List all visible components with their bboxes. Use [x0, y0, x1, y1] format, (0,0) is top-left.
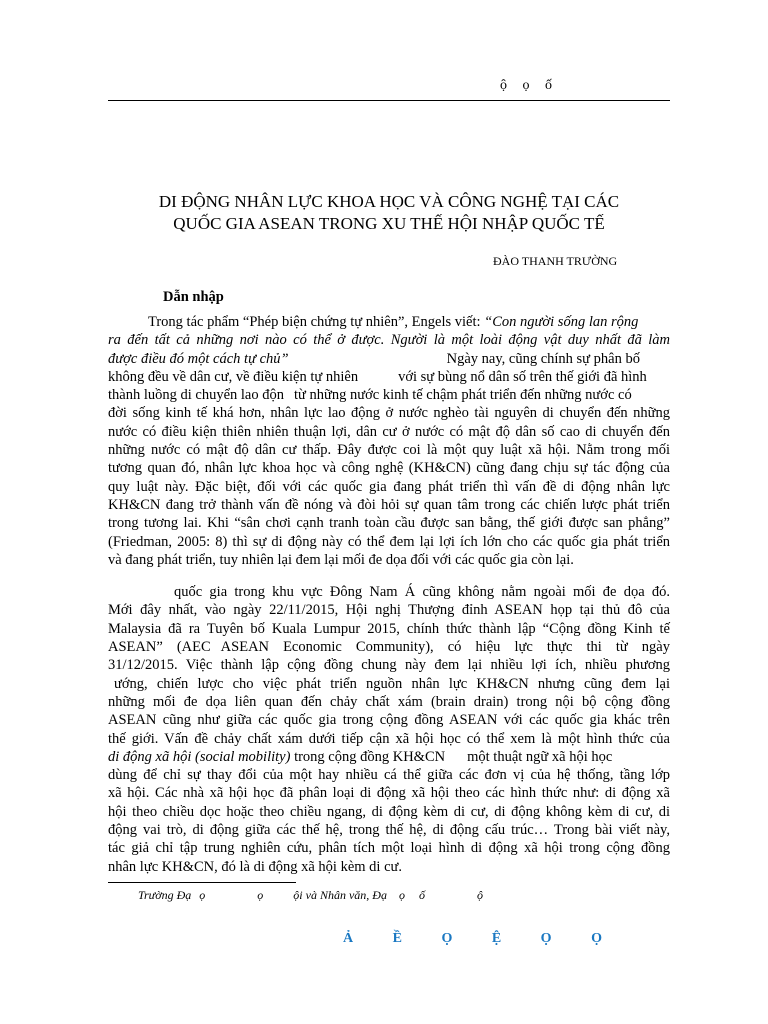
text-line: ASEAN cũng như giữa các quốc gia trong cộng đồng ASEAN với các quốc gia khác trên: [108, 712, 670, 729]
text-span: thành luồng di chuyển lao độn: [108, 387, 284, 404]
text-line: [108, 386, 670, 404]
text-line: [108, 368, 670, 386]
footnote-span: ố: [418, 888, 425, 902]
page-footer: Ả Ề Ọ Ệ Ọ Ọ: [343, 931, 620, 946]
author-name: ĐÀO THANH TRƯỜNG: [493, 254, 618, 268]
text-span: ASEAN Economic Community), có hiệu lực thực thi từ ngày: [220, 639, 670, 656]
text-line: KH&CN đang trở thành vấn đề nóng và đòi hỏi sự quan tâm trong các chiến lược phát triển: [108, 496, 670, 513]
footnote-span: ội và Nhân văn, Đạ: [293, 888, 387, 902]
text-line: dùng để chỉ sự thay đổi của một hay nhiều cá thể giữa các đơn vị của hệ thống, tầng lớp: [108, 767, 670, 784]
text-line: [108, 350, 670, 368]
footnote-span: ọ: [257, 888, 264, 902]
footnote: [138, 888, 483, 903]
text-line: (Friedman, 2005: 8) thì sự di động này có thể đem lại lợi ích lớn cho các quốc gia phát triển: [108, 533, 670, 550]
text-line: [108, 638, 670, 656]
footnote-span: ộ: [476, 888, 483, 902]
header-rule: [108, 100, 670, 101]
text-line: những nước có mật độ dân cư thấp. Đây được coi là một quy luật xã hội. Nằm trong mối: [108, 442, 670, 459]
text-line: trong tương lai. Khi “sân chơi cạnh tranh toàn cầu được san bằng, thế giới được san phẳng”: [108, 515, 670, 532]
paragraph-2: [108, 583, 670, 876]
article-title: [108, 191, 670, 235]
text-line: [108, 748, 670, 766]
text-line: tương quan đó, nhân lực khoa học và công nghệ (KH&CN) cũng đang chịu sự tác động của: [108, 460, 670, 477]
footnote-span: Trường Đạ: [138, 888, 192, 902]
footnote-span: ọ: [199, 888, 206, 902]
text-line: 31/12/2015. Việc thành lập cộng đồng chung này đem lại nhiều lợi ích, nhiều phương: [108, 657, 670, 674]
text-line: nước có điều kiện thiên nhiên thuận lợi, dân cư ở nước có mật độ dân số cao di chuyển đến: [108, 423, 670, 440]
text-line: xã hội. Các nhà xã hội học đã phân loại di động xã hội theo các hình thức như: di động xã: [108, 785, 670, 802]
footnote-span: ọ: [398, 888, 405, 902]
text-line: tác giả chỉ tập trung nghiên cứu, phân tích một loại hình di động xã hội trong cộng đồng: [108, 840, 670, 857]
text-span: từ những nước kinh tế chậm phát triển đến những nước có: [293, 387, 632, 404]
text-span: trong cộng đồng KH&CN: [294, 748, 446, 765]
text-line: nhân lực KH&CN, đó là di động xã hội kèm di cư.: [108, 858, 402, 875]
paragraph-1: [108, 313, 670, 569]
title-line-1: DI ĐỘNG NHÂN LỰC KHOA HỌC VÀ CÔNG NGHỆ TẠI CÁC: [158, 192, 620, 211]
text-line: những mối đe dọa liên quan đến chảy chất xám (brain drain) trong nội bộ cộng đồng: [108, 693, 670, 710]
text-line: Mới đây nhất, vào ngày 22/11/2015, Hội nghị Thượng đỉnh ASEAN họp tại thủ đô của: [108, 602, 670, 619]
text-span: ASEAN” (AEC: [108, 639, 211, 656]
quote-span: ra đến tất cả những nơi nào có thể ở được. Người là một loài động vật duy nhất đã làm: [108, 332, 670, 349]
text-line: [108, 331, 670, 349]
text-line: đời sống kinh tế khá hơn, nhân lực lao động ở nước nghèo tài nguyên di chuyển đến những: [108, 405, 670, 422]
text-line: hội theo chiều dọc hoặc theo chiều ngang, di động kèm di cư, di động không kèm di cư, di: [108, 803, 670, 820]
text-line: quy luật này. Đặc biệt, đối với các quốc gia đang phát triển thì vấn đề di động nhân lực: [108, 478, 670, 495]
text-line: [108, 313, 670, 331]
footnote-rule: [108, 882, 296, 883]
quote-span: “Con người sống lan rộng: [484, 314, 639, 330]
title-line-2: QUỐC GIA ASEAN TRONG XU THẾ HỘI NHẬP QUỐC TẾ: [173, 214, 605, 233]
text-span: Ngày nay, cũng chính sự phân bố: [446, 350, 640, 367]
text-span: với sự bùng nổ dân số trên thế giới đã hình: [398, 368, 647, 385]
text-span: một thuật ngữ xã hội học: [467, 748, 613, 765]
quote-span: được điều đó một cách tự chủ”: [108, 350, 289, 367]
text-span: Trong tác phẩm “Phép biện chứng tự nhiên”, Engels viết:: [148, 314, 485, 330]
section-heading: Dẫn nhập: [163, 289, 224, 305]
text-span: không đều về dân cư, về điều kiện tự nhiên: [108, 368, 359, 385]
text-line: thế giới. Vấn đề chảy chất xám dưới tiếp cận xã hội học có thể xem là một hình thức của: [108, 730, 670, 747]
running-head: ộ ọ ố: [500, 78, 558, 93]
italic-term: di động xã hội (social mobility): [108, 748, 291, 765]
text-line: động vai trò, di động giữa các thế hệ, trong thế hệ, di động cấu trúc… Trong bài viết này,: [108, 822, 670, 839]
text-line: quốc gia trong khu vực Đông Nam Á cũng không nằm ngoài mối đe dọa đó.: [174, 584, 670, 601]
text-line: và đang phát triển, tuy nhiên lại đem lại mối đe dọa đối với các quốc gia còn lại.: [108, 551, 574, 568]
text-line: Malaysia đã ra Tuyên bố Kuala Lumpur 2015, chính thức thành lập “Cộng đồng Kinh tế: [108, 620, 670, 637]
body-text: [108, 313, 670, 876]
text-line: ướng, chiến lược cho việc phát triển nguồn nhân lực KH&CN nhưng cũng đem lại: [114, 675, 670, 692]
